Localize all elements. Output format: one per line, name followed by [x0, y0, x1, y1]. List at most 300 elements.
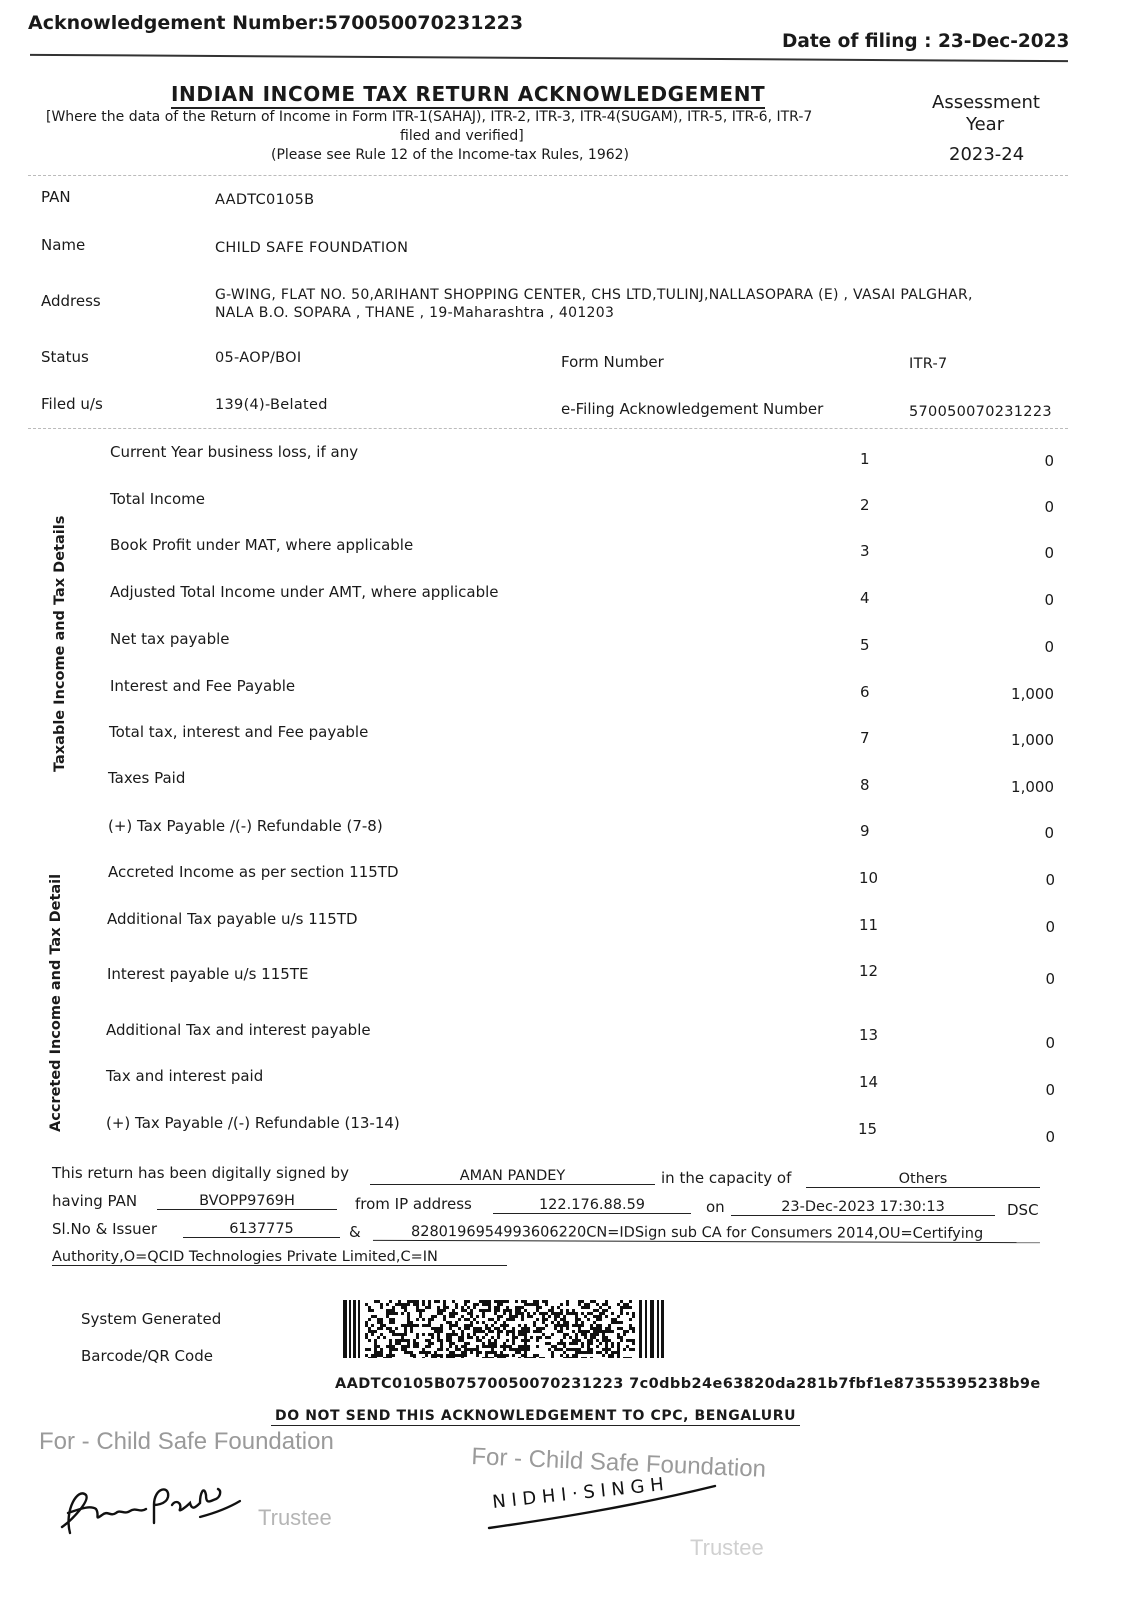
- barcode-module: [518, 1351, 521, 1354]
- barcode-module: [392, 1312, 395, 1315]
- barcode-bar: [343, 1300, 347, 1358]
- form-title: INDIAN INCOME TAX RETURN ACKNOWLEDGEMENT: [171, 82, 765, 109]
- barcode-module: [374, 1354, 377, 1357]
- signer-name: AMAN PANDEY: [370, 1168, 655, 1185]
- barcode-module: [596, 1345, 599, 1348]
- barcode-module: [482, 1321, 485, 1324]
- barcode-module: [401, 1348, 404, 1351]
- barcode-module: [593, 1327, 596, 1330]
- barcode-module: [422, 1318, 425, 1321]
- barcode-module: [509, 1348, 512, 1351]
- barcode-module: [494, 1354, 497, 1357]
- divider: [28, 428, 1068, 429]
- barcode-module: [377, 1354, 380, 1357]
- barcode-module: [371, 1324, 374, 1327]
- barcode-module: [602, 1348, 605, 1351]
- barcode-module: [527, 1345, 530, 1348]
- barcode-module: [521, 1345, 524, 1348]
- barcode-module: [605, 1303, 608, 1306]
- barcode-module: [551, 1345, 554, 1348]
- barcode-module: [584, 1336, 587, 1339]
- barcode-module: [518, 1345, 521, 1348]
- barcode-module: [575, 1357, 578, 1358]
- barcode-module: [608, 1306, 611, 1309]
- barcode-module: [404, 1309, 407, 1312]
- barcode-module: [428, 1351, 431, 1354]
- barcode-module: [632, 1342, 635, 1345]
- barcode-module: [599, 1318, 602, 1321]
- barcode-module: [380, 1327, 383, 1330]
- barcode-module: [374, 1330, 377, 1333]
- barcode-module: [602, 1330, 605, 1333]
- barcode-module: [476, 1315, 479, 1318]
- row-2-number: 2: [860, 496, 870, 514]
- barcode-module: [449, 1357, 452, 1358]
- barcode-module: [488, 1318, 491, 1321]
- barcode-module: [470, 1348, 473, 1351]
- barcode-module: [533, 1321, 536, 1324]
- barcode-module: [569, 1312, 572, 1315]
- barcode-module: [521, 1327, 524, 1330]
- barcode-module: [560, 1348, 563, 1351]
- barcode-module: [524, 1339, 527, 1342]
- barcode-module: [611, 1345, 614, 1348]
- row-9-label: (+) Tax Payable /(-) Refundable (7-8): [108, 817, 383, 835]
- barcode-module: [512, 1327, 515, 1330]
- barcode-module: [488, 1342, 491, 1345]
- barcode-module: [497, 1330, 500, 1333]
- barcode-module: [365, 1333, 368, 1336]
- barcode-module: [536, 1327, 539, 1330]
- barcode-module: [590, 1336, 593, 1339]
- barcode-module: [578, 1300, 581, 1303]
- barcode-module: [428, 1345, 431, 1348]
- barcode-module: [446, 1336, 449, 1339]
- barcode-module: [461, 1357, 464, 1358]
- barcode-module: [587, 1303, 590, 1306]
- barcode-module: [530, 1315, 533, 1318]
- barcode-module: [488, 1330, 491, 1333]
- barcode-module: [425, 1324, 428, 1327]
- barcode-module: [518, 1330, 521, 1333]
- barcode-module: [482, 1315, 485, 1318]
- barcode-module: [371, 1357, 374, 1358]
- barcode-module: [509, 1330, 512, 1333]
- barcode-module: [551, 1309, 554, 1312]
- barcode-module: [575, 1321, 578, 1324]
- barcode-module: [461, 1336, 464, 1339]
- signer-capacity: Others: [806, 1171, 1040, 1188]
- slno-issuer-text: Sl.No & Issuer: [52, 1220, 158, 1238]
- row-3-amount: 0: [1044, 544, 1054, 562]
- barcode-module: [371, 1330, 374, 1333]
- barcode-module: [515, 1312, 518, 1315]
- barcode-module: [563, 1336, 566, 1339]
- barcode-module: [476, 1339, 479, 1342]
- barcode-module: [560, 1309, 563, 1312]
- barcode-module: [629, 1324, 632, 1327]
- barcode-module: [431, 1354, 434, 1357]
- barcode-module: [569, 1336, 572, 1339]
- barcode-module: [407, 1300, 410, 1303]
- barcode-module: [464, 1348, 467, 1351]
- barcode-module: [563, 1321, 566, 1324]
- barcode-module: [554, 1324, 557, 1327]
- barcode-module: [428, 1342, 431, 1345]
- barcode-module: [608, 1348, 611, 1351]
- barcode-module: [428, 1303, 431, 1306]
- barcode-module: [452, 1354, 455, 1357]
- barcode-module: [557, 1330, 560, 1333]
- row-1-label: Current Year business loss, if any: [110, 443, 359, 461]
- barcode-module: [482, 1336, 485, 1339]
- barcode-module: [404, 1345, 407, 1348]
- barcode-module: [455, 1321, 458, 1324]
- barcode-bar: [349, 1300, 351, 1358]
- barcode-module: [458, 1339, 461, 1342]
- barcode-module: [560, 1303, 563, 1306]
- barcode-module: [440, 1330, 443, 1333]
- barcode-module: [596, 1330, 599, 1333]
- barcode-module: [500, 1351, 503, 1354]
- barcode-module: [455, 1345, 458, 1348]
- barcode-module: [449, 1336, 452, 1339]
- barcode-module: [551, 1333, 554, 1336]
- barcode-module: [560, 1318, 563, 1321]
- barcode-module: [485, 1345, 488, 1348]
- barcode-module: [389, 1309, 392, 1312]
- barcode-module: [539, 1327, 542, 1330]
- barcode-module: [611, 1354, 614, 1357]
- form-subtitle-3: (Please see Rule 12 of the Income-tax Rules, 1962): [271, 147, 630, 163]
- barcode-module: [488, 1339, 491, 1342]
- barcode-module: [557, 1315, 560, 1318]
- barcode-module: [503, 1324, 506, 1327]
- barcode-module: [389, 1342, 392, 1345]
- barcode-module: [494, 1306, 497, 1309]
- barcode-module: [563, 1333, 566, 1336]
- barcode-module: [422, 1309, 425, 1312]
- barcode-module: [443, 1315, 446, 1318]
- barcode-module: [518, 1324, 521, 1327]
- barcode-module: [629, 1357, 632, 1358]
- barcode-module: [593, 1333, 596, 1336]
- barcode-module: [449, 1324, 452, 1327]
- barcode-module: [395, 1342, 398, 1345]
- barcode-module: [473, 1348, 476, 1351]
- barcode-module: [548, 1309, 551, 1312]
- barcode-module: [614, 1321, 617, 1324]
- barcode-module: [497, 1306, 500, 1309]
- barcode-module: [581, 1342, 584, 1345]
- barcode-module: [521, 1306, 524, 1309]
- barcode-module: [605, 1351, 608, 1354]
- barcode-module: [407, 1345, 410, 1348]
- barcode-module: [626, 1330, 629, 1333]
- barcode-module: [545, 1300, 548, 1303]
- barcode-module: [473, 1327, 476, 1330]
- barcode-module: [617, 1327, 620, 1330]
- barcode-module: [611, 1321, 614, 1324]
- barcode-module: [395, 1303, 398, 1306]
- barcode-module: [398, 1333, 401, 1336]
- barcode-module: [515, 1309, 518, 1312]
- barcode-module: [575, 1312, 578, 1315]
- barcode-module: [500, 1330, 503, 1333]
- barcode-module: [380, 1348, 383, 1351]
- barcode-bar: [657, 1300, 659, 1358]
- year-label: Year: [966, 114, 1005, 135]
- barcode-module: [599, 1324, 602, 1327]
- barcode-module: [596, 1324, 599, 1327]
- barcode-module: [377, 1345, 380, 1348]
- barcode-module: [365, 1348, 368, 1351]
- barcode-module: [374, 1315, 377, 1318]
- barcode-module: [575, 1339, 578, 1342]
- barcode-module: [566, 1300, 569, 1303]
- barcode-module: [449, 1354, 452, 1357]
- barcode-module: [533, 1330, 536, 1333]
- row-6-label: Interest and Fee Payable: [110, 677, 296, 695]
- barcode-module: [407, 1315, 410, 1318]
- barcode-module: [623, 1306, 626, 1309]
- barcode-module: [365, 1324, 368, 1327]
- barcode-module: [494, 1342, 497, 1345]
- barcode-module: [443, 1309, 446, 1312]
- row-4-amount: 0: [1044, 591, 1054, 609]
- barcode-module: [401, 1303, 404, 1306]
- barcode-module: [512, 1339, 515, 1342]
- barcode-module: [446, 1333, 449, 1336]
- barcode-module: [515, 1300, 518, 1303]
- barcode-module: [431, 1318, 434, 1321]
- stamp-left: For - Child Safe Foundation: [39, 1428, 334, 1455]
- barcode-module: [542, 1318, 545, 1321]
- barcode-module: [521, 1330, 524, 1333]
- barcode-module: [626, 1339, 629, 1342]
- barcode-module: [413, 1357, 416, 1358]
- barcode-module: [593, 1330, 596, 1333]
- row-15-amount: 0: [1045, 1128, 1055, 1146]
- barcode-module: [476, 1348, 479, 1351]
- barcode-module: [536, 1330, 539, 1333]
- barcode-module: [500, 1300, 503, 1303]
- barcode-module: [449, 1312, 452, 1315]
- barcode-module: [503, 1342, 506, 1345]
- barcode-module: [533, 1324, 536, 1327]
- signature-nidhi-singh: [485, 1468, 725, 1538]
- barcode-module: [407, 1339, 410, 1342]
- barcode-module: [392, 1330, 395, 1333]
- barcode-module: [386, 1327, 389, 1330]
- barcode-module: [572, 1342, 575, 1345]
- barcode-module: [449, 1315, 452, 1318]
- barcode-module: [494, 1351, 497, 1354]
- barcode-module: [512, 1354, 515, 1357]
- barcode-module: [437, 1348, 440, 1351]
- barcode-module: [530, 1303, 533, 1306]
- barcode-module: [629, 1300, 632, 1303]
- barcode-module: [632, 1330, 635, 1333]
- barcode-module: [461, 1351, 464, 1354]
- barcode-module: [545, 1303, 548, 1306]
- barcode-module: [452, 1324, 455, 1327]
- barcode-module: [488, 1345, 491, 1348]
- barcode-module: [392, 1318, 395, 1321]
- barcode-module: [611, 1357, 614, 1358]
- row-7-number: 7: [860, 729, 870, 747]
- barcode-module: [593, 1309, 596, 1312]
- barcode-module: [503, 1345, 506, 1348]
- barcode-module: [584, 1315, 587, 1318]
- barcode-module: [551, 1306, 554, 1309]
- barcode-module: [413, 1300, 416, 1303]
- barcode-module: [536, 1354, 539, 1357]
- address-label: Address: [41, 292, 101, 310]
- barcode-module: [569, 1357, 572, 1358]
- barcode-module: [560, 1330, 563, 1333]
- barcode-module: [533, 1312, 536, 1315]
- barcode-module: [551, 1312, 554, 1315]
- barcode-module: [608, 1339, 611, 1342]
- address-line-2: NALA B.O. SOPARA , THANE , 19-Maharashtra , 401203: [215, 305, 615, 321]
- barcode-module: [578, 1327, 581, 1330]
- barcode-module: [563, 1357, 566, 1358]
- barcode-module: [590, 1342, 593, 1345]
- barcode-module: [575, 1354, 578, 1357]
- barcode-module: [434, 1357, 437, 1358]
- barcode-module: [473, 1318, 476, 1321]
- barcode-module: [557, 1324, 560, 1327]
- barcode-module: [440, 1324, 443, 1327]
- barcode-module: [449, 1327, 452, 1330]
- barcode-module: [560, 1354, 563, 1357]
- barcode-module: [506, 1318, 509, 1321]
- barcode-module: [434, 1330, 437, 1333]
- barcode-module: [587, 1348, 590, 1351]
- barcode-module: [602, 1354, 605, 1357]
- barcode-module: [584, 1303, 587, 1306]
- barcode-module: [455, 1312, 458, 1315]
- barcode-module: [479, 1309, 482, 1312]
- barcode-module: [371, 1354, 374, 1357]
- barcode-module: [416, 1300, 419, 1303]
- barcode-bar: [358, 1300, 360, 1358]
- barcode-module: [473, 1330, 476, 1333]
- barcode-module: [485, 1303, 488, 1306]
- barcode-module: [629, 1348, 632, 1351]
- barcode-module: [491, 1348, 494, 1351]
- barcode-module: [572, 1354, 575, 1357]
- barcode-module: [491, 1345, 494, 1348]
- barcode-module: [605, 1330, 608, 1333]
- barcode-module: [524, 1345, 527, 1348]
- barcode-module: [497, 1327, 500, 1330]
- barcode-module: [365, 1303, 368, 1306]
- barcode-module: [599, 1312, 602, 1315]
- barcode-module: [500, 1345, 503, 1348]
- barcode-module: [533, 1354, 536, 1357]
- having-pan-text: having PAN: [52, 1192, 138, 1210]
- barcode-module: [560, 1324, 563, 1327]
- barcode-module: [524, 1330, 527, 1333]
- barcode-module: [524, 1327, 527, 1330]
- barcode-module: [386, 1312, 389, 1315]
- barcode-module: [605, 1342, 608, 1345]
- barcode-module: [620, 1312, 623, 1315]
- barcode-module: [497, 1357, 500, 1358]
- barcode-module: [437, 1312, 440, 1315]
- barcode-module: [389, 1321, 392, 1324]
- barcode-module: [473, 1303, 476, 1306]
- barcode-module: [407, 1318, 410, 1321]
- barcode-module: [611, 1351, 614, 1354]
- barcode-module: [494, 1345, 497, 1348]
- barcode-module: [425, 1345, 428, 1348]
- barcode-module: [590, 1339, 593, 1342]
- barcode-module: [452, 1330, 455, 1333]
- barcode-module: [605, 1336, 608, 1339]
- barcode-module: [431, 1336, 434, 1339]
- barcode-module: [563, 1351, 566, 1354]
- barcode-module: [437, 1336, 440, 1339]
- barcode-module: [470, 1309, 473, 1312]
- barcode-module: [599, 1351, 602, 1354]
- barcode-module: [482, 1309, 485, 1312]
- barcode-module: [626, 1357, 629, 1358]
- barcode-module: [575, 1342, 578, 1345]
- barcode-module: [551, 1321, 554, 1324]
- barcode-module: [464, 1327, 467, 1330]
- barcode-module: [557, 1342, 560, 1345]
- barcode-module: [476, 1327, 479, 1330]
- barcode-module: [566, 1324, 569, 1327]
- barcode-module: [386, 1345, 389, 1348]
- barcode-module: [560, 1327, 563, 1330]
- barcode-module: [587, 1330, 590, 1333]
- barcode-module: [416, 1324, 419, 1327]
- row-11-amount: 0: [1045, 918, 1055, 936]
- barcode-module: [470, 1351, 473, 1354]
- barcode-module: [521, 1300, 524, 1303]
- barcode-module: [590, 1300, 593, 1303]
- barcode-module: [575, 1336, 578, 1339]
- barcode-module: [614, 1318, 617, 1321]
- barcode-module: [428, 1339, 431, 1342]
- barcode-module: [404, 1351, 407, 1354]
- barcode-module: [596, 1327, 599, 1330]
- barcode-image: [343, 1300, 665, 1358]
- barcode-text: AADTC0105B07570050070231223 7c0dbb24e63820da281b7fbf1e87355395238b9e: [335, 1376, 1041, 1392]
- barcode-module: [407, 1303, 410, 1306]
- barcode-module: [389, 1300, 392, 1303]
- barcode-module: [437, 1327, 440, 1330]
- barcode-module: [470, 1321, 473, 1324]
- form-subtitle-1: [Where the data of the Return of Income in Form ITR-1(SAHAJ), ITR-2, ITR-3, ITR-4(SUGAM), ITR-5, ITR-6, ITR-7: [46, 109, 813, 125]
- barcode-module: [473, 1333, 476, 1336]
- barcode-module: [443, 1306, 446, 1309]
- row-8-label: Taxes Paid: [108, 769, 186, 787]
- barcode-module: [428, 1306, 431, 1309]
- barcode-module: [623, 1357, 626, 1358]
- barcode-module: [461, 1306, 464, 1309]
- barcode-module: [611, 1312, 614, 1315]
- signature-aman-pandey: [50, 1465, 250, 1545]
- barcode-module: [398, 1342, 401, 1345]
- barcode-module: [497, 1309, 500, 1312]
- barcode-module: [506, 1354, 509, 1357]
- barcode-module: [440, 1312, 443, 1315]
